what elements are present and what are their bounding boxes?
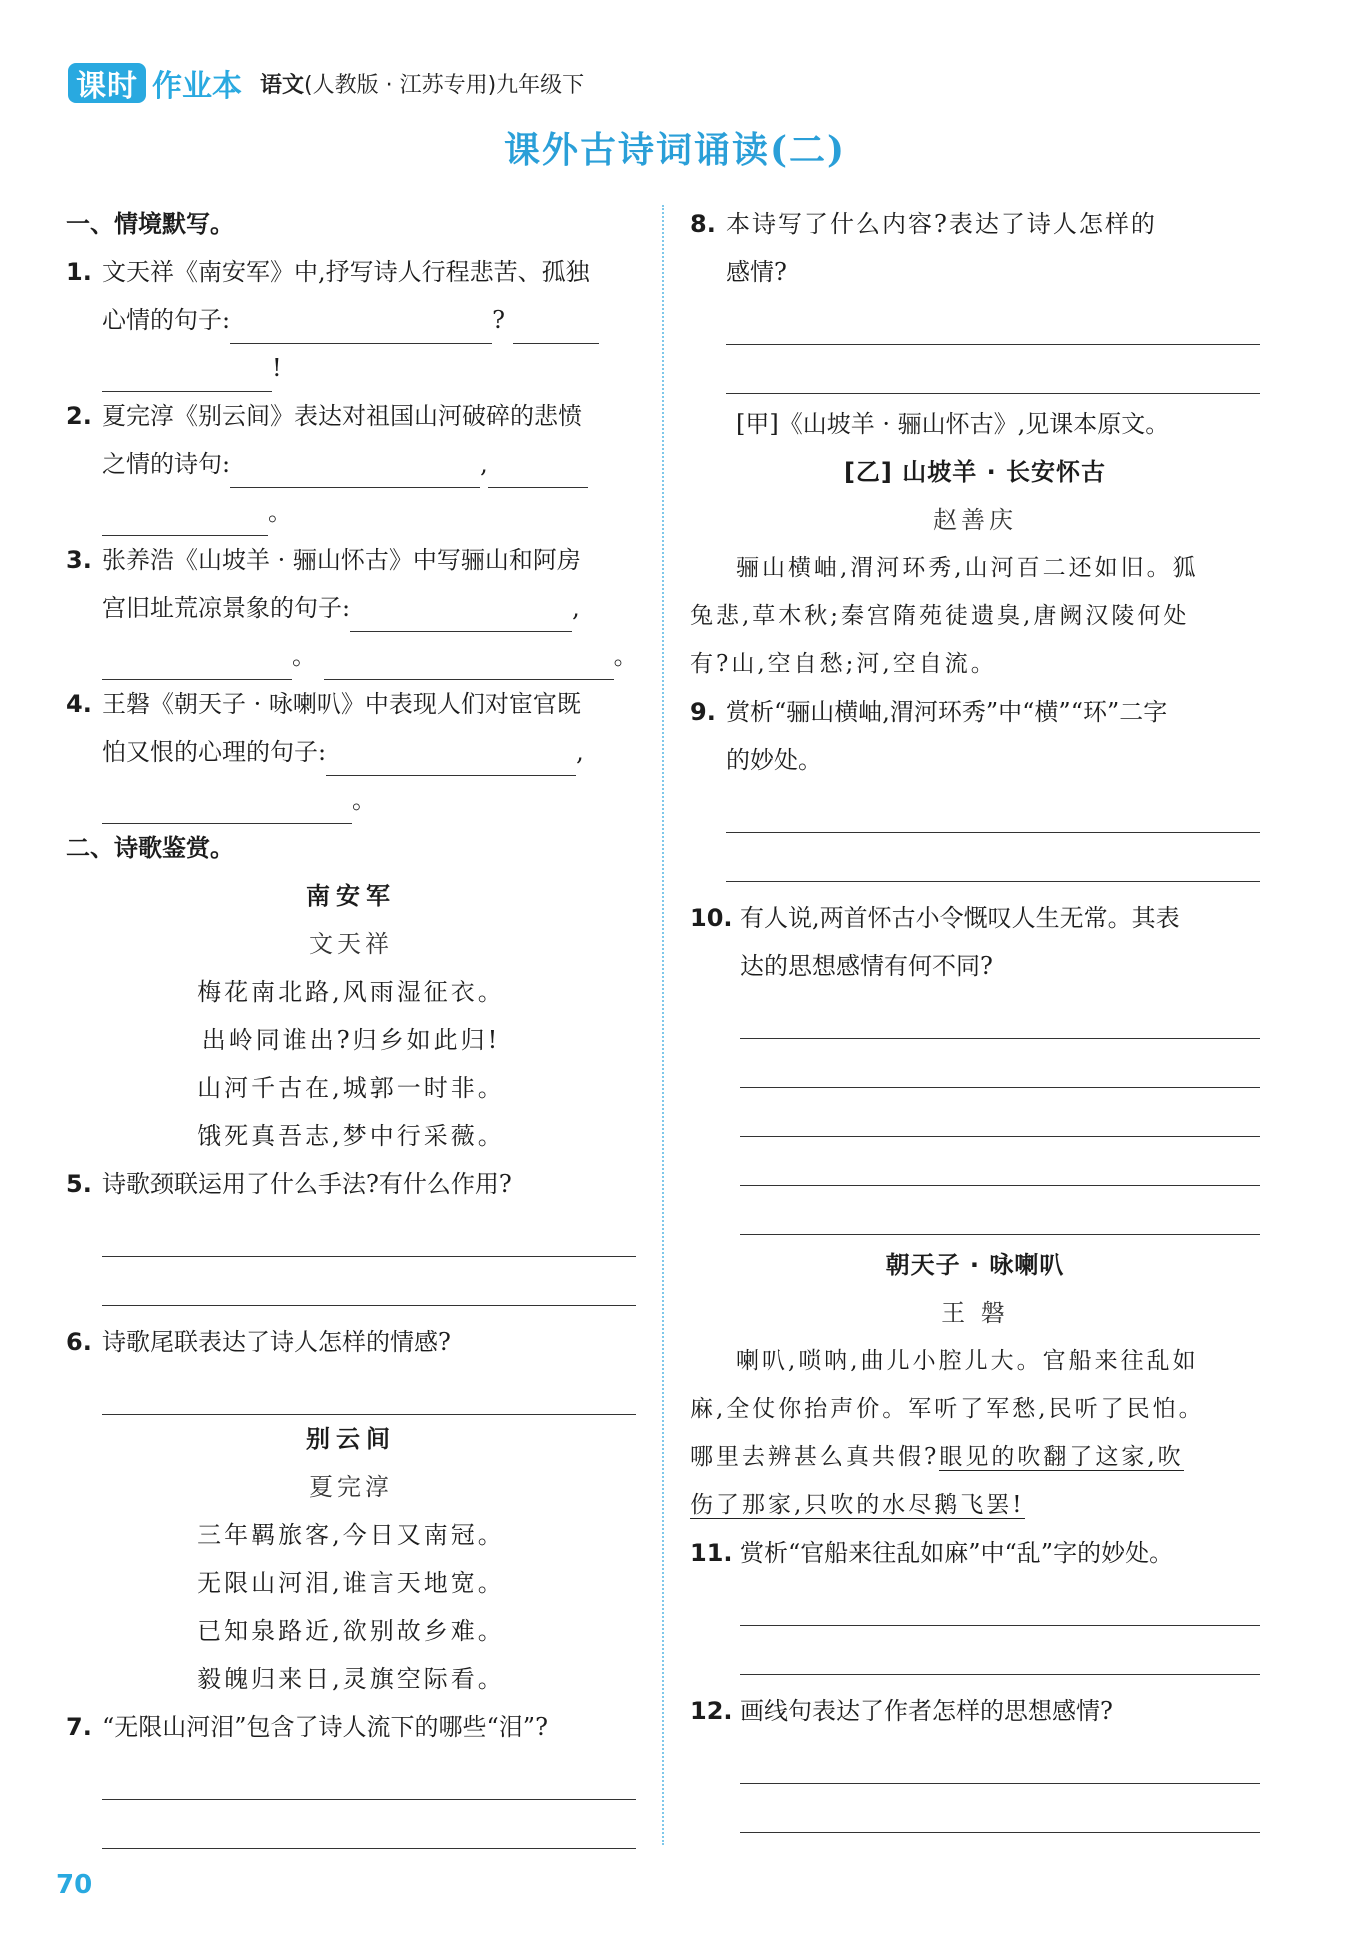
brand-name: 作业本 (152, 69, 242, 104)
poem-line: 出岭同谁出?归乡如此归! (201, 1026, 501, 1054)
question-text: 达的思想感情有何不同? (740, 952, 993, 980)
answer-line[interactable] (740, 990, 1260, 1039)
page-number: 70 (56, 1870, 93, 1900)
question-text: 诗歌颈联运用了什么手法?有什么作用? (102, 1170, 512, 1198)
question-4-blanks (66, 728, 636, 776)
question-text: 有人说,两首怀古小令慨叹人生无常。其表 (740, 904, 1180, 932)
poem-line: 梅花南北路,风雨湿征衣。 (197, 978, 505, 1006)
question-number: 1. (66, 258, 92, 286)
section-heading: 二、诗歌鉴赏。 (66, 834, 234, 862)
poem-text-line (690, 1433, 1260, 1481)
brand-logo: 课时 (68, 63, 146, 103)
punct: 。 (268, 498, 292, 526)
poem-author: 赵善庆 (933, 506, 1017, 534)
question-1-blanks-2 (66, 344, 636, 392)
answer-blank[interactable] (230, 457, 480, 488)
question-text: 怕又恨的心理的句子: (102, 738, 327, 766)
question-text: 赏析“官船来往乱如麻”中“乱”字的妙处。 (740, 1539, 1174, 1567)
answer-line[interactable] (102, 1257, 636, 1306)
answer-line[interactable] (102, 1366, 636, 1415)
question-7 (66, 1703, 636, 1751)
poem-author: 王 磐 (941, 1299, 1009, 1327)
question-number: 10. (690, 904, 733, 932)
poem-line: 无限山河泪,谁言天地宽。 (197, 1569, 505, 1597)
punct: ? (492, 306, 505, 334)
poem-text: 有?山,空自愁;河,空自流。 (690, 651, 997, 677)
column-divider (662, 205, 664, 1845)
question-text: 心情的句子: (102, 306, 231, 334)
poem-text: 哪里去辨甚么真共假? (690, 1444, 940, 1470)
left-column (66, 200, 636, 1849)
punct: 。 (352, 786, 376, 814)
answer-line[interactable] (726, 345, 1260, 394)
question-number: 11. (690, 1539, 733, 1567)
poem-line: 三年羁旅客,今日又南冠。 (197, 1521, 505, 1549)
source-note: [甲]《山坡羊 · 骊山怀古》,见课本原文。 (736, 410, 1170, 438)
poem-line: 已知泉路近,欲别故乡难。 (197, 1617, 505, 1645)
poem-title: 南安军 (306, 882, 396, 910)
punct: , (576, 738, 584, 766)
answer-line[interactable] (740, 1577, 1260, 1626)
question-number: 7. (66, 1713, 92, 1741)
poem-title: [乙] 山坡羊 · 长安怀古 (843, 458, 1107, 486)
question-text: 赏析“骊山横岫,渭河环秀”中“横”“环”二字 (726, 698, 1168, 726)
question-number: 12. (690, 1697, 733, 1725)
poem-text: 麻,全仗你抬声价。军听了军愁,民听了民怕。 (690, 1396, 1205, 1422)
question-text: 夏完淳《别云间》表达对祖国山河破碎的悲愤 (102, 402, 582, 430)
question-4 (66, 680, 636, 728)
punct: 。 (292, 642, 316, 670)
underlined-text: 伤了那家,只吹的水尽鹅飞罢! (690, 1492, 1025, 1518)
answer-blank[interactable] (513, 313, 599, 344)
punct: , (572, 594, 580, 622)
poem-line: 山河千古在,城郭一时非。 (197, 1074, 505, 1102)
question-text: 张养浩《山坡羊 · 骊山怀古》中写骊山和阿房 (102, 546, 581, 574)
answer-blank[interactable] (102, 793, 352, 824)
answer-blank[interactable] (102, 649, 292, 680)
subject-label (260, 68, 584, 99)
answer-blank[interactable] (350, 601, 572, 632)
page-title: 课外古诗词诵读(二) (503, 129, 847, 171)
punct: , (480, 450, 488, 478)
subject: 语文 (260, 72, 305, 98)
question-text: 本诗写了什么内容?表达了诗人怎样的 (726, 210, 1157, 238)
answer-blank[interactable] (230, 313, 492, 344)
question-number: 2. (66, 402, 92, 430)
answer-line[interactable] (102, 1751, 636, 1800)
answer-line[interactable] (726, 296, 1260, 345)
question-8 (690, 200, 1260, 248)
answer-line[interactable] (740, 1735, 1260, 1784)
answer-blank[interactable] (488, 457, 588, 488)
question-12 (690, 1687, 1260, 1735)
punct: 。 (613, 642, 638, 670)
question-number: 5. (66, 1170, 92, 1198)
poem-text: 骊山横岫,渭河环秀,山河百二还如旧。狐 (736, 555, 1199, 581)
answer-line[interactable] (740, 1626, 1260, 1675)
question-10 (690, 894, 1260, 942)
question-6 (66, 1318, 636, 1366)
question-3 (66, 536, 636, 584)
answer-line[interactable] (102, 1208, 636, 1257)
question-text: 王磐《朝天子 · 咏喇叭》中表现人们对宦官既 (102, 690, 581, 718)
edition: (人教版 · 江苏专用)九年级下 (304, 72, 585, 98)
question-text: 的妙处。 (726, 746, 822, 774)
question-text: 感情? (726, 258, 787, 286)
question-9 (690, 688, 1260, 736)
question-text: 画线句表达了作者怎样的思想感情? (740, 1697, 1113, 1725)
question-2 (66, 392, 636, 440)
answer-blank[interactable] (326, 745, 576, 776)
section-heading: 一、情境默写。 (66, 210, 234, 238)
answer-blank[interactable] (102, 505, 268, 536)
poem-text: 喇叭,唢呐,曲儿小腔儿大。官船来往乱如 (736, 1348, 1199, 1374)
poem-author: 夏完淳 (309, 1473, 393, 1501)
poem-title: 别云间 (306, 1425, 396, 1453)
answer-line[interactable] (726, 784, 1260, 833)
question-11 (690, 1529, 1260, 1577)
question-1 (66, 248, 636, 296)
question-text: 之情的诗句: (102, 450, 231, 478)
question-3-blanks (66, 584, 636, 632)
header (68, 60, 584, 106)
question-text: “无限山河泪”包含了诗人流下的哪些“泪”? (102, 1713, 548, 1741)
answer-line[interactable] (740, 1186, 1260, 1235)
question-text: 诗歌尾联表达了诗人怎样的情感? (102, 1328, 451, 1356)
answer-line[interactable] (102, 1800, 636, 1849)
poem-title: 朝天子 · 咏喇叭 (885, 1251, 1065, 1279)
question-2-blanks (66, 440, 636, 488)
question-4-blanks-2 (66, 776, 636, 824)
question-3-blanks-2 (66, 632, 636, 680)
answer-line[interactable] (740, 1039, 1260, 1088)
question-5 (66, 1160, 636, 1208)
right-column (690, 200, 1260, 1833)
question-number: 4. (66, 690, 92, 718)
answer-line[interactable] (740, 1784, 1260, 1833)
poem-line: 毅魄归来日,灵旗空际看。 (197, 1665, 505, 1693)
answer-blank[interactable] (102, 361, 272, 392)
poem-author: 文天祥 (309, 930, 393, 958)
question-number: 3. (66, 546, 92, 574)
question-number: 8. (690, 210, 716, 238)
question-text: 文天祥《南安军》中,抒写诗人行程悲苦、孤独 (102, 258, 590, 286)
answer-line[interactable] (740, 1137, 1260, 1186)
underlined-text: 眼见的吹翻了这家,吹 (939, 1444, 1184, 1470)
question-2-blanks-2 (66, 488, 636, 536)
answer-line[interactable] (726, 833, 1260, 882)
question-number: 9. (690, 698, 716, 726)
punct: ! (272, 354, 282, 382)
question-number: 6. (66, 1328, 92, 1356)
question-text: 宫旧址荒凉景象的句子: (102, 594, 351, 622)
poem-text-line (690, 1481, 1260, 1529)
answer-line[interactable] (740, 1088, 1260, 1137)
question-1-blanks (66, 296, 636, 344)
answer-blank[interactable] (324, 649, 614, 680)
poem-line: 饿死真吾志,梦中行采薇。 (197, 1122, 505, 1150)
poem-text: 兔悲,草木秋;秦宫隋苑徒遗臭,唐阙汉陵何处 (690, 603, 1190, 629)
